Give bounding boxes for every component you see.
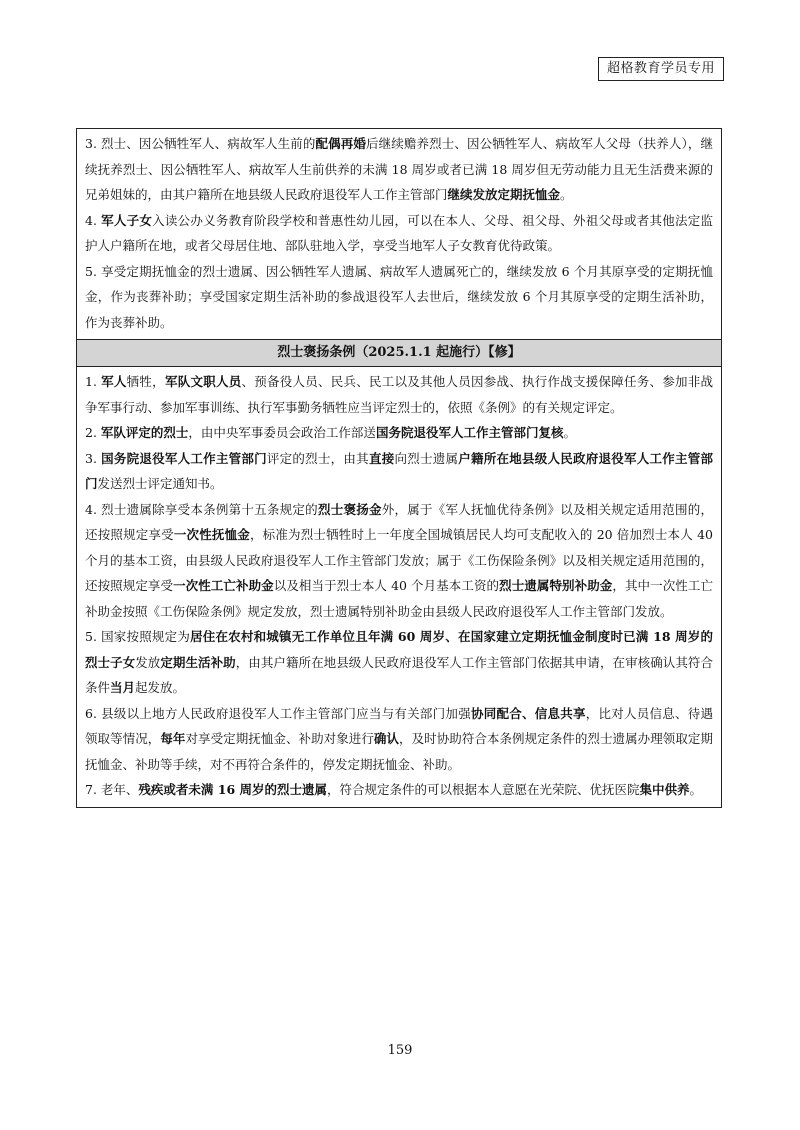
bold-text: 一次性工亡补助金 — [173, 578, 274, 593]
text-run: 外，属于《军人抚恤优待条例》以及相关规定适用范围的，还按照规定享受 — [85, 501, 713, 542]
text-run: 起发放。 — [135, 680, 186, 695]
text-run: 、预备役人员、民兵、民工以及其他人员因参战、执行作战支援保障任务、参加非战争军事行动、参加军事训练、执行军事勤务牺牲应当评定烈士的，依照《条例》的有关规定评定。 — [85, 374, 713, 415]
section-title: 烈士褒扬条例（2025.1.1 起施行）【修】 — [77, 339, 721, 367]
bold-text: 军人 — [101, 374, 127, 389]
text-run: 向烈士遗属 — [394, 450, 459, 466]
header-badge: 超格教育学员专用 — [598, 57, 724, 81]
text-run: 4. 烈士遗属除享受本条例第十五条规定的 — [85, 501, 318, 517]
bold-text: 集中供养 — [639, 782, 690, 797]
bold-text: 国务院退役军人工作主管部门 — [101, 450, 267, 466]
text-run: ，符合规定条件的可以根据本人意愿在光荣院、优抚医院 — [327, 782, 640, 797]
paragraph — [85, 777, 713, 803]
bold-text: 当月 — [110, 680, 136, 695]
bold-text: 继续发放定期抚恤金 — [447, 187, 561, 202]
bold-text: 国务院退役军人工作主管部门复核 — [375, 425, 564, 440]
text-run: 牺牲， — [126, 374, 165, 389]
text-run: 5. 享受定期抚恤金的烈士遗属、因公牺牲军人遗属、病故军人遗属死亡的，继续发放 6 个月其原享受的定期抚恤金，作为丧葬补助；享受国家定期生活补助的参战退役军人去世后，继续发放 6 个月其原享受的定期生活补助，作为丧葬补助。 — [85, 263, 713, 330]
text-run: 5. 国家按照规定为 — [85, 629, 191, 644]
bold-text: 确认 — [373, 731, 400, 746]
paragraph — [85, 369, 713, 420]
bold-text: 烈士遗属特别补助金 — [499, 578, 613, 593]
bold-text: 每年 — [160, 731, 186, 746]
text-run: 4. — [85, 212, 102, 228]
bold-text: 一次性抚恤金 — [173, 527, 250, 542]
bold-text: 军人子女 — [101, 212, 153, 228]
text-run: ，及时协助符合本条例规定条件的烈士遗属办理领取定期抚恤金、补助等手续，对不再符合条件的，停发定期抚恤金、补助。 — [85, 731, 713, 772]
content-table — [76, 128, 722, 808]
bold-text: 军队文职人员 — [164, 374, 242, 389]
text-run: 发送烈士评定通知书。 — [97, 476, 223, 491]
bold-text: 户籍所在地县级人民政府退役军人工作主管部门 — [85, 450, 713, 491]
text-run: 。 — [689, 782, 703, 797]
page-number: 159 — [387, 1043, 413, 1058]
bold-text: 配偶再婚 — [315, 136, 367, 151]
text-run: ，其中一次性工亡补助金按照《工伤保险条例》规定发放，烈士遗属特别补助金由县级人民政府退役军人工作主管部门发放。 — [85, 578, 713, 619]
paragraph — [85, 420, 713, 446]
bold-text: 定期生活补助 — [160, 654, 236, 670]
bold-text: 烈士褒扬金 — [317, 501, 382, 517]
text-run: ，标准为烈士牺牲时上一年度全国城镇居民人均可支配收入的 20 倍加烈士本人 40 个月的基本工资，由县级人民政府退役军人工作主管部门发放；属于《工伤保险条例》以及相关规定适用范围的，还按照规定享受 — [85, 527, 713, 593]
text-run: 后继续赡养烈士、因公牺牲军人、病故军人父母（扶养人），继续抚养烈士、因公牺牲军人、病故军人生前供养的未满 18 周岁或者已满 18 周岁但无劳动能力且无生活费来源的兄弟姐妹的，由其户籍所在地县级人民政府退役军人工作主管部门 — [85, 136, 713, 202]
text-run: 3. — [85, 450, 102, 466]
bold-text: 军队评定的烈士 — [100, 425, 189, 440]
bold-text: 协同配合、信息共享 — [470, 705, 586, 721]
text-run: 7. 老年、 — [85, 782, 139, 797]
text-run: 评定的烈士，由其 — [266, 450, 369, 466]
text-run: 6. 县级以上地方人民政府退役军人工作主管部门应当与有关部门加强 — [85, 705, 471, 721]
paragraph — [85, 497, 713, 625]
text-run: ，比对人员信息、待遇领取等情况， — [85, 705, 713, 746]
paragraph — [85, 446, 713, 497]
paragraph — [85, 259, 713, 336]
text-run: 。 — [563, 425, 576, 440]
article-block-benefits — [77, 129, 721, 339]
text-run: 发放 — [135, 654, 161, 670]
article-block-regulation — [77, 367, 721, 807]
text-run: ，由中央军事委员会政治工作部送 — [188, 425, 376, 440]
bold-text: 残疾或者未满 16 周岁的烈士遗属 — [138, 782, 328, 797]
bold-text: 直接 — [368, 450, 395, 466]
text-run: 2. — [85, 425, 101, 440]
text-run: 。 — [560, 187, 573, 202]
paragraph — [85, 624, 713, 701]
paragraph — [85, 701, 713, 778]
text-run: 1. — [85, 374, 102, 389]
text-run: 入读公办义务教育阶段学校和普惠性幼儿园，可以在本人、父母、祖父母、外祖父母或者其他法定监护人户籍所在地，或者父母居住地、部队驻地入学，享受当地军人子女教育优待政策。 — [85, 212, 713, 253]
paragraph — [85, 131, 713, 208]
paragraph — [85, 208, 713, 259]
bold-text: 居住在农村和城镇无工作单位且年满 60 周岁、在国家建立定期抚恤金制度时已满 18 周岁的烈士子女 — [85, 629, 714, 670]
text-run: 以及相当于烈士本人 40 个月基本工资的 — [273, 578, 500, 593]
text-run: 对享受定期抚恤金、补助对象进行 — [185, 731, 374, 746]
text-run: ，由其户籍所在地县级人民政府退役军人工作主管部门依据其申请，在审核确认其符合条件 — [85, 654, 713, 695]
text-run: 3. 烈士、因公牺牲军人、病故军人生前的 — [85, 136, 316, 151]
